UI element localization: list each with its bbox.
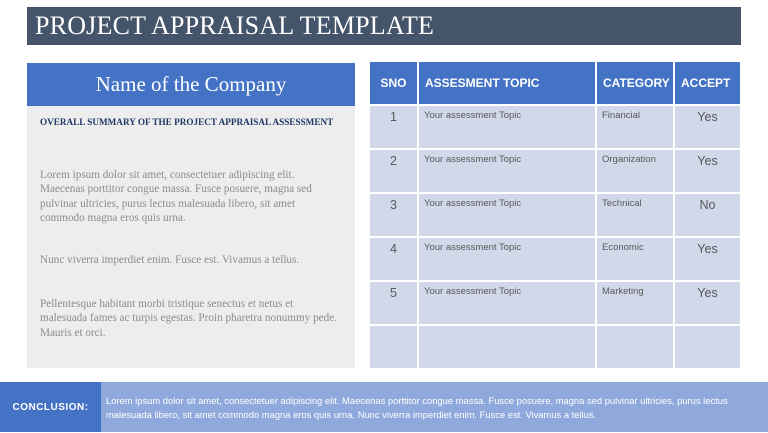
cell-accept: Yes (674, 149, 741, 193)
summary-paragraph-3: Pellentesque habitant morbi tristique senectus et netus et malesuada fames ac turpis egestas. Proin pharetra nonummy pede. Mauris et orci. (40, 298, 337, 339)
cell-empty (418, 325, 596, 368)
cell-accept: Yes (674, 237, 741, 281)
cell-sno: 1 (370, 105, 418, 149)
table-row (370, 281, 741, 325)
conclusion-text: Lorem ipsum dolor sit amet, consectetuer adipiscing elit. Maecenas porttitor congue massa. Fusce posuere, magna sed pulvinar ultricies, purus lectus malesuada libero, sit amet commodo magna eros quis urna. Nunc viverra imperdiet enim. Fusce est. Vivamus a tellus. (106, 395, 728, 420)
conclusion-label: CONCLUSION: (12, 401, 89, 413)
table-row (370, 193, 741, 237)
header-topic: ASSESMENT TOPIC (418, 62, 596, 105)
summary-paragraph-2: Nunc viverra imperdiet enim. Fusce est. Vivamus a tellus. (40, 254, 300, 266)
cell-sno: 4 (370, 237, 418, 281)
company-panel (27, 63, 355, 368)
table-row-empty (370, 325, 741, 368)
cell-sno: 5 (370, 281, 418, 325)
header-accept: ACCEPT (674, 62, 741, 105)
cell-accept: Yes (674, 105, 741, 149)
cell-sno: 3 (370, 193, 418, 237)
cell-accept: Yes (674, 281, 741, 325)
header-category: CATEGORY (596, 62, 674, 105)
assessment-table (370, 62, 742, 368)
cell-category: Economic (596, 237, 674, 281)
cell-empty (596, 325, 674, 368)
company-header (27, 63, 355, 106)
cell-empty (370, 325, 418, 368)
table-row (370, 105, 741, 149)
title-bar (27, 7, 741, 45)
summary-heading: OVERALL SUMMARY OF THE PROJECT APPRAISAL ASSESSMENT (40, 117, 334, 127)
cell-topic: Your assessment Topic (418, 149, 596, 193)
conclusion-label-box (0, 382, 101, 432)
cell-category: Organization (596, 149, 674, 193)
cell-category: Financial (596, 105, 674, 149)
cell-empty (674, 325, 741, 368)
header-sno: SNO (370, 62, 418, 105)
cell-topic: Your assessment Topic (418, 281, 596, 325)
table-header-row (370, 62, 741, 105)
cell-category: Technical (596, 193, 674, 237)
cell-accept: No (674, 193, 741, 237)
cell-category: Marketing (596, 281, 674, 325)
summary-paragraph-1: Lorem ipsum dolor sit amet, consectetuer adipiscing elit. Maecenas porttitor congue massa. Fusce posuere, magna sed pulvinar ultricies, purus lectus malesuada libero, sit amet commodo magna eros quis urna. (40, 169, 312, 224)
table-row (370, 237, 741, 281)
table-row (370, 149, 741, 193)
cell-topic: Your assessment Topic (418, 105, 596, 149)
conclusion-bar (0, 382, 768, 432)
cell-topic: Your assessment Topic (418, 237, 596, 281)
company-name: Name of the Company (95, 72, 287, 96)
cell-sno: 2 (370, 149, 418, 193)
page-title: PROJECT APPRAISAL TEMPLATE (35, 11, 435, 40)
cell-topic: Your assessment Topic (418, 193, 596, 237)
